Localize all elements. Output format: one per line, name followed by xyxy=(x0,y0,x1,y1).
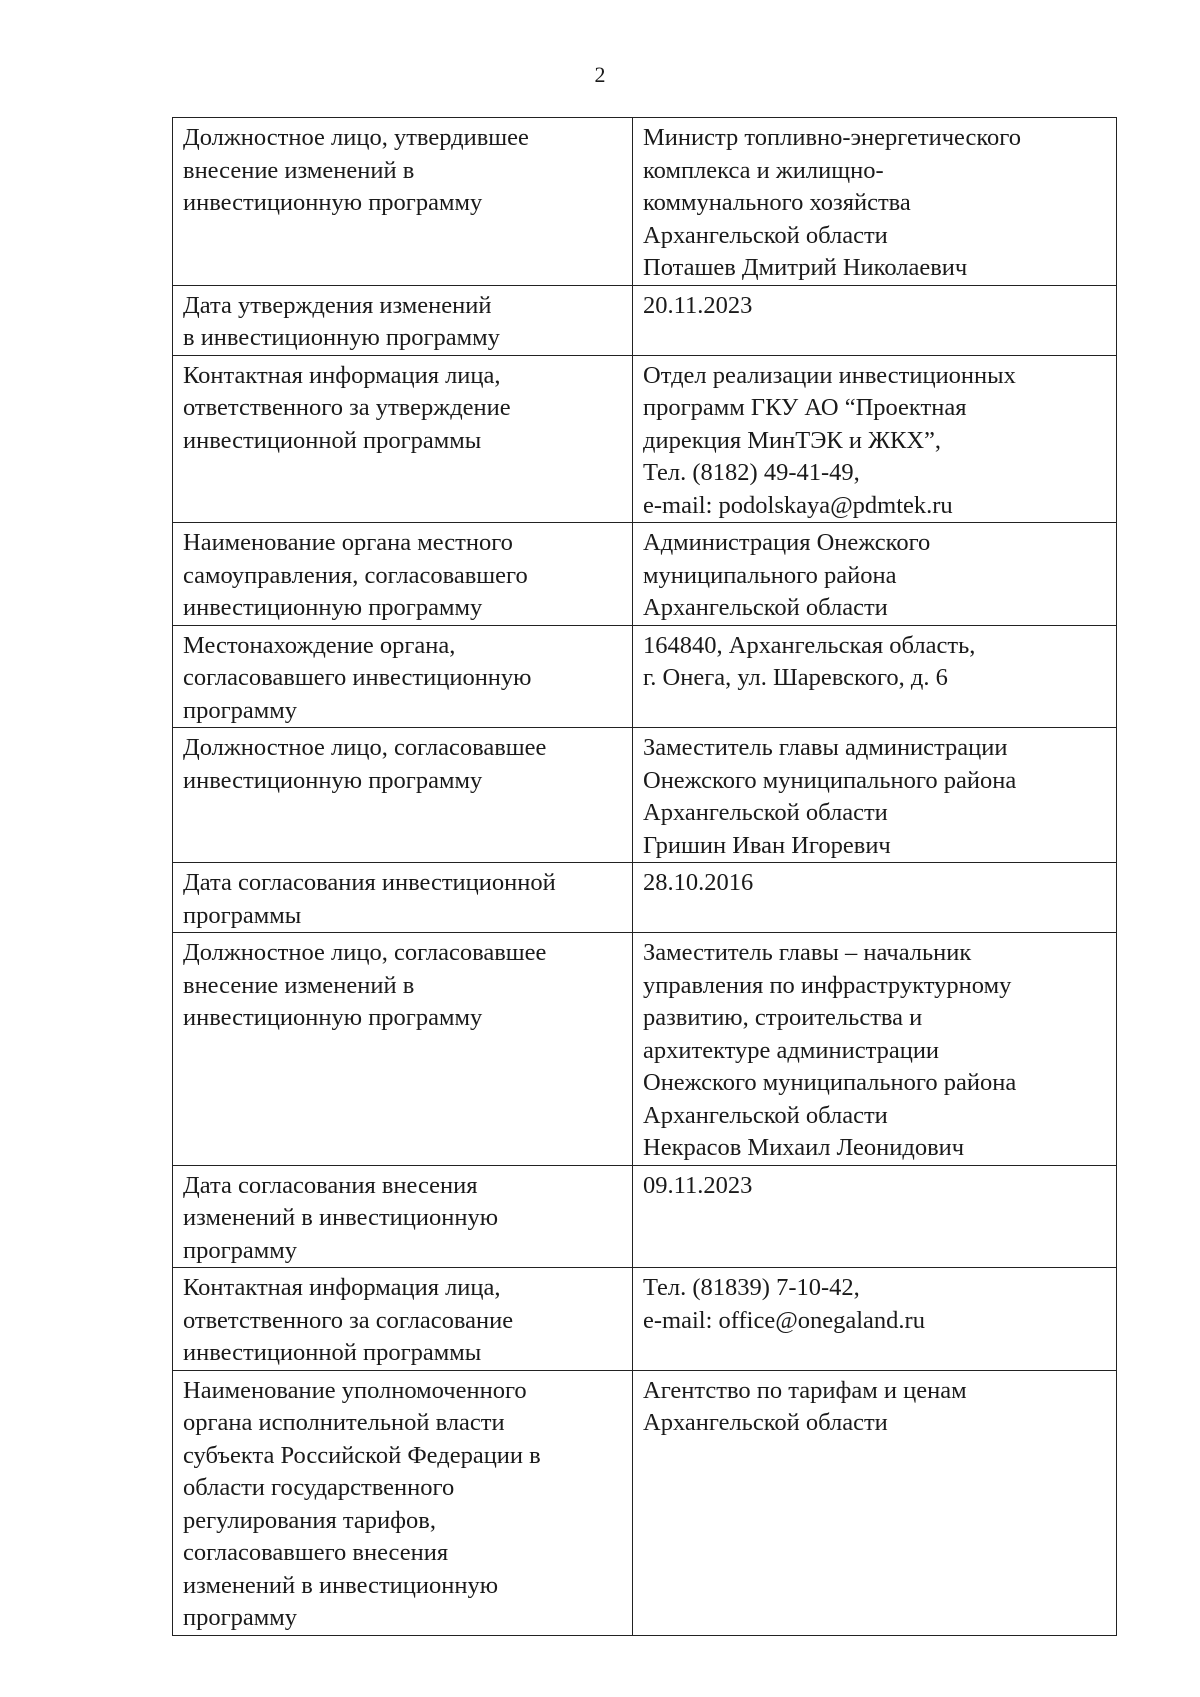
row-label: Дата согласования внесения изменений в инвестиционную программу xyxy=(173,1165,633,1268)
page-number: 2 xyxy=(594,62,606,87)
row-label: Дата утверждения изменений в инвестиционную программу xyxy=(173,285,633,355)
row-label: Контактная информация лица, ответственного за утверждение инвестиционной программы xyxy=(173,355,633,523)
row-value: 164840, Архангельская область, г. Онега, ул. Шаревского, д. 6 xyxy=(633,625,1117,728)
row-label: Местонахождение органа, согласовавшего инвестиционную программу xyxy=(173,625,633,728)
row-value: Администрация Онежского муниципального района Архангельской области xyxy=(633,523,1117,626)
row-label: Дата согласования инвестиционной программы xyxy=(173,863,633,933)
table-row xyxy=(173,1370,1117,1635)
table-row xyxy=(173,933,1117,1166)
table-row xyxy=(173,625,1117,728)
table-row xyxy=(173,523,1117,626)
row-value: Отдел реализации инвестиционных программ ГКУ АО “Проектная дирекция МинТЭК и ЖКХ”, Тел. (8182) 49-41-49, e-mail: podolskaya@pdmtek.ru xyxy=(633,355,1117,523)
table-row xyxy=(173,118,1117,286)
row-value: Министр топливно-энергетического комплекса и жилищно- коммунального хозяйства Архангельской области Поташев Дмитрий Николаевич xyxy=(633,118,1117,286)
row-value: Агентство по тарифам и ценам Архангельской области xyxy=(633,1370,1117,1635)
row-label: Наименование органа местного самоуправления, согласовавшего инвестиционную программу xyxy=(173,523,633,626)
row-label: Должностное лицо, согласовавшее внесение изменений в инвестиционную программу xyxy=(173,933,633,1166)
row-label: Должностное лицо, согласовавшее инвестиционную программу xyxy=(173,728,633,863)
row-value: 09.11.2023 xyxy=(633,1165,1117,1268)
table-row xyxy=(173,1165,1117,1268)
investment-program-info-table xyxy=(172,117,1117,1636)
table-row xyxy=(173,863,1117,933)
row-value: 20.11.2023 xyxy=(633,285,1117,355)
row-value: Заместитель главы – начальник управления по инфраструктурному развитию, строительства и архитектуре администрации Онежского муниципального района Архангельской области Некрасов Михаил Леонидович xyxy=(633,933,1117,1166)
row-label: Должностное лицо, утвердившее внесение изменений в инвестиционную программу xyxy=(173,118,633,286)
row-value: Заместитель главы администрации Онежского муниципального района Архангельской области Гришин Иван Игоревич xyxy=(633,728,1117,863)
row-value: 28.10.2016 xyxy=(633,863,1117,933)
row-label: Контактная информация лица, ответственного за согласование инвестиционной программы xyxy=(173,1268,633,1371)
row-label: Наименование уполномоченного органа исполнительной власти субъекта Российской Федерации в области государственного регулирования тарифов, согласовавшего внесения изменений в инвестиционную программу xyxy=(173,1370,633,1635)
table-row xyxy=(173,285,1117,355)
table-row xyxy=(173,1268,1117,1371)
table-row xyxy=(173,355,1117,523)
row-value: Тел. (81839) 7-10-42, e-mail: office@onegaland.ru xyxy=(633,1268,1117,1371)
table-row xyxy=(173,728,1117,863)
